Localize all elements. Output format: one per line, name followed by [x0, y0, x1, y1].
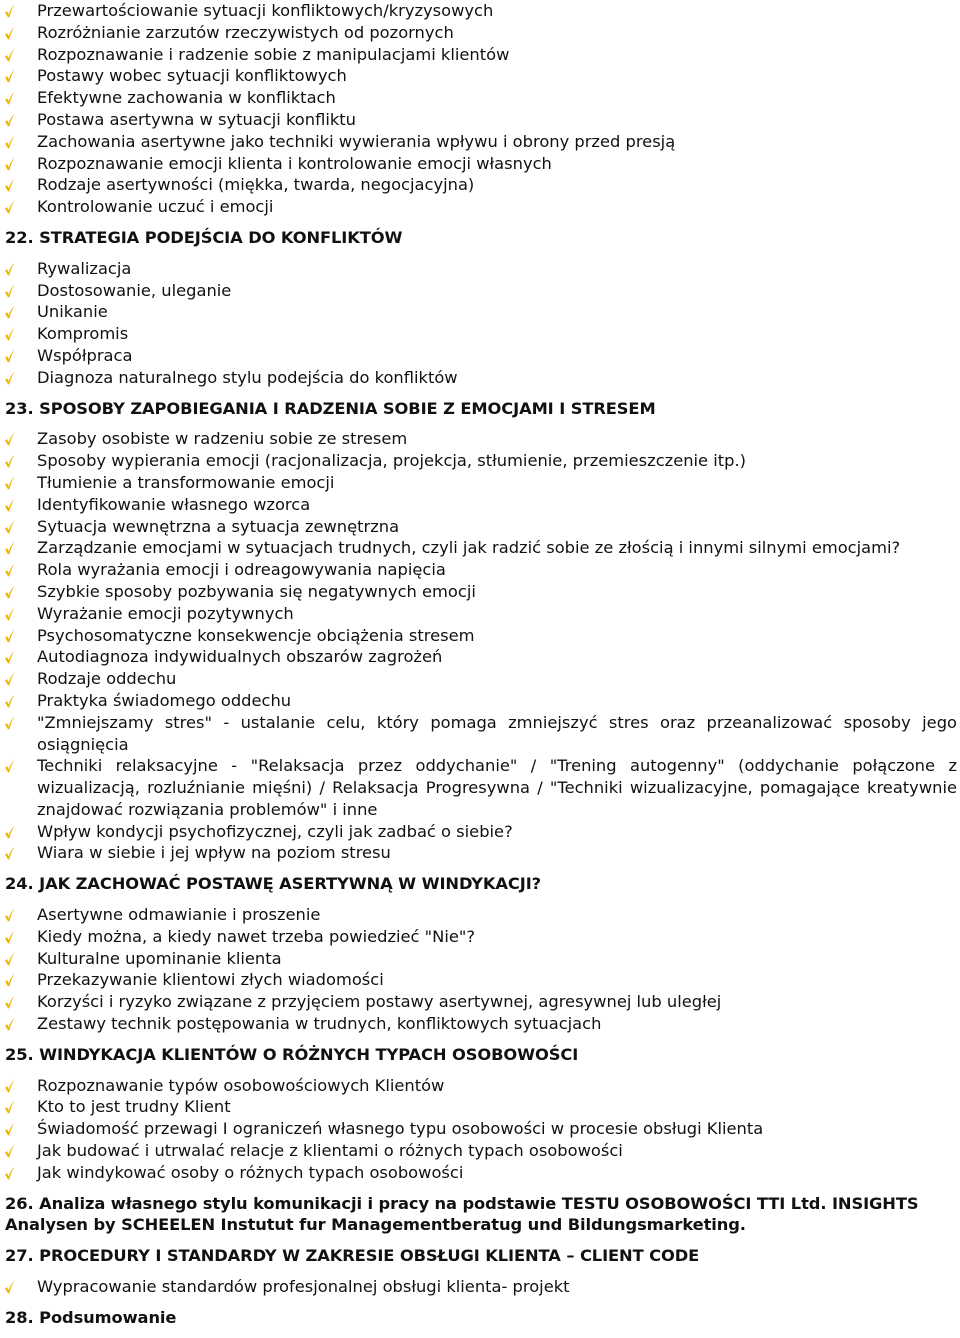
check-bullet-icon: [4, 607, 15, 621]
check-bullet-icon: [4, 498, 15, 512]
list-item: [0, 668, 960, 690]
check-bullet-icon: [4, 69, 15, 83]
section-heading: 22. STRATEGIA PODEJŚCIA DO KONFLIKTÓW: [5, 227, 403, 247]
check-bullet-icon: [4, 454, 15, 468]
section-heading: 24. JAK ZACHOWAĆ POSTAWĘ ASERTYWNĄ W WINDYKACJI?: [5, 874, 541, 894]
list-item-text: Zestawy technik postępowania w trudnych, konfliktowych sytuacjach: [37, 1014, 602, 1034]
section-heading: 26. Analiza własnego stylu komunikacji i pracy na podstawie TESTU OSOBOWOŚCI TTI Ltd. INSIGHTS Analysen by SCHEELEN Instutut fur Managementberatug und Bildungsmarketing.: [5, 1193, 919, 1235]
list-item: [0, 1096, 960, 1118]
list-item-text: Kontrolowanie uczuć i emocji: [37, 197, 274, 217]
list-item: [0, 516, 960, 538]
check-bullet-icon: [4, 476, 15, 490]
check-bullet-icon: [4, 1280, 15, 1294]
list-item-text: Szybkie sposoby pozbywania się negatywnych emocji: [37, 581, 476, 601]
list-item-text: Wypracowanie standardów profesjonalnej obsługi klienta- projekt: [37, 1277, 570, 1297]
list-item-text: Asertywne odmawianie i proszenie: [37, 905, 321, 925]
check-bullet-icon: [4, 327, 15, 341]
list-item-text: Postawy wobec sytuacji konfliktowych: [37, 66, 347, 86]
list-item-text: Unikanie: [37, 302, 108, 322]
check-bullet-icon: [4, 4, 15, 18]
list-item: [0, 131, 960, 153]
list-item-text: Rozróżnianie zarzutów rzeczywistych od pozornych: [37, 22, 454, 42]
check-bullet-icon: [4, 563, 15, 577]
check-bullet-icon: [4, 200, 15, 214]
list-item: [0, 1140, 960, 1162]
list-item-text: Identyfikowanie własnego wzorca: [37, 494, 311, 514]
list-item: [0, 969, 960, 991]
list-item: [0, 44, 960, 66]
check-bullet-icon: [4, 1122, 15, 1136]
list-item-text: Zasoby osobiste w radzeniu sobie ze stresem: [37, 429, 408, 449]
list-item-text: Psychosomatyczne konsekwencje obciążenia stresem: [37, 625, 475, 645]
check-bullet-icon: [4, 1079, 15, 1093]
section-bullet-list: [0, 904, 960, 1035]
list-item-text: Dostosowanie, uleganie: [37, 280, 232, 300]
list-item-text: Praktyka świadomego oddechu: [37, 690, 292, 710]
check-bullet-icon: [4, 262, 15, 276]
list-item-text: Efektywne zachowania w konfliktach: [37, 88, 336, 108]
check-bullet-icon: [4, 349, 15, 363]
section-heading: 27. PROCEDURY I STANDARDY W ZAKRESIE OBSŁUGI KLIENTA – CLIENT CODE: [5, 1246, 700, 1266]
check-bullet-icon: [4, 113, 15, 127]
list-item-text: Diagnoza naturalnego stylu podejścia do konfliktów: [37, 367, 458, 387]
list-item-text: Kto to jest trudny Klient: [37, 1097, 231, 1117]
section-bullet-list: [0, 1276, 960, 1298]
list-item-text: Wiara w siebie i jej wpływ na poziom stresu: [37, 843, 391, 863]
section-bullet-list: [0, 1075, 960, 1184]
list-item: [0, 450, 960, 472]
section-bullet-list: [0, 258, 960, 389]
list-item: [0, 280, 960, 302]
check-bullet-icon: [4, 585, 15, 599]
list-item-text: Współpraca: [37, 345, 133, 365]
check-bullet-icon: [4, 650, 15, 664]
section-heading: 28. Podsumowanie: [5, 1307, 177, 1327]
list-item-text: Wyrażanie emocji pozytywnych: [37, 603, 294, 623]
check-bullet-icon: [4, 1100, 15, 1114]
check-bullet-icon: [4, 1017, 15, 1031]
list-item-text: Kompromis: [37, 324, 129, 344]
list-item: [0, 0, 960, 22]
check-bullet-icon: [4, 973, 15, 987]
check-bullet-icon: [4, 305, 15, 319]
check-bullet-icon: [4, 716, 15, 730]
sections-container: [0, 227, 960, 1329]
list-item-text: Sposoby wypierania emocji (racjonalizacja, projekcja, stłumienie, przemieszczenie itp.): [37, 451, 747, 471]
list-item: [0, 109, 960, 131]
list-item: [0, 559, 960, 581]
check-bullet-icon: [4, 694, 15, 708]
check-bullet-icon: [4, 91, 15, 105]
list-item: [0, 755, 960, 820]
check-bullet-icon: [4, 1144, 15, 1158]
section-heading: 25. WINDYKACJA KLIENTÓW O RÓŻNYCH TYPACH OSOBOWOŚCI: [5, 1044, 579, 1064]
check-bullet-icon: [4, 995, 15, 1009]
list-item: [0, 174, 960, 196]
list-item: [0, 494, 960, 516]
list-item: [0, 1162, 960, 1184]
list-item: [0, 581, 960, 603]
list-item: [0, 821, 960, 843]
list-item: [0, 712, 960, 756]
list-item-text: Techniki relaksacyjne - "Relaksacja przez oddychanie" / "Trening autogenny" (oddychanie połączone z wizualizacją, rozluźnianie mięśni) / Relaksacja Progresywna / "Techniki wizualizacyjne, pomagające kreatywnie znajdować rozwiązania problemów" i inne: [37, 756, 957, 819]
list-item-text: Jak budować i utrwalać relacje z klientami o różnych typach osobowości: [37, 1141, 623, 1161]
check-bullet-icon: [4, 629, 15, 643]
list-item-text: Zarządzanie emocjami w sytuacjach trudnych, czyli jak radzić sobie ze złością i innymi silnymi emocjami?: [37, 538, 901, 558]
list-item: [0, 603, 960, 625]
check-bullet-icon: [4, 520, 15, 534]
list-item: [0, 153, 960, 175]
check-bullet-icon: [4, 178, 15, 192]
list-item: [0, 948, 960, 970]
list-item-text: Autodiagnoza indywidualnych obszarów zagrożeń: [37, 647, 443, 667]
list-item-text: Jak windykować osoby o różnych typach osobowości: [37, 1162, 464, 1182]
list-item: [0, 625, 960, 647]
list-item: [0, 1075, 960, 1097]
check-bullet-icon: [4, 284, 15, 298]
list-item-text: Przewartościowanie sytuacji konfliktowych/kryzysowych: [37, 1, 494, 20]
check-bullet-icon: [4, 157, 15, 171]
list-item: [0, 537, 960, 559]
check-bullet-icon: [4, 48, 15, 62]
list-item-text: Wpływ kondycji psychofizycznej, czyli jak zadbać o siebie?: [37, 821, 513, 841]
list-item-text: Rodzaje oddechu: [37, 669, 177, 689]
list-item: [0, 87, 960, 109]
list-item-text: Przekazywanie klientowi złych wiadomości: [37, 970, 384, 990]
check-bullet-icon: [4, 908, 15, 922]
list-item: [0, 1013, 960, 1035]
list-item-text: Rodzaje asertywności (miękka, twarda, negocjacyjna): [37, 175, 475, 195]
list-item-text: Świadomość przewagi I ograniczeń własnego typu osobowości w procesie obsługi Klienta: [37, 1119, 764, 1139]
list-item-text: "Zmniejszamy stres" - ustalanie celu, który pomaga zmniejszyć stres oraz przeanalizować sposoby jego osiągnięcia: [37, 712, 957, 754]
list-item-text: Rola wyrażania emocji i odreagowywania napięcia: [37, 560, 446, 580]
check-bullet-icon: [4, 432, 15, 446]
list-item: [0, 65, 960, 87]
list-item: [0, 904, 960, 926]
list-item: [0, 258, 960, 280]
list-item-text: Rozpoznawanie emocji klienta i kontrolowanie emocji własnych: [37, 153, 552, 173]
list-item: [0, 323, 960, 345]
list-item-text: Tłumienie a transformowanie emocji: [37, 472, 335, 492]
list-item: [0, 1276, 960, 1298]
list-item: [0, 842, 960, 864]
list-item-text: Korzyści i ryzyko związane z przyjęciem postawy asertywnej, agresywnej lub uległej: [37, 992, 722, 1012]
list-item: [0, 926, 960, 948]
check-bullet-icon: [4, 26, 15, 40]
check-bullet-icon: [4, 672, 15, 686]
list-item-text: Kulturalne upominanie klienta: [37, 948, 282, 968]
check-bullet-icon: [4, 759, 15, 773]
list-item: [0, 1118, 960, 1140]
check-bullet-icon: [4, 846, 15, 860]
list-item: [0, 428, 960, 450]
list-item: [0, 301, 960, 323]
list-item: [0, 22, 960, 44]
section-heading: 23. SPOSOBY ZAPOBIEGANIA I RADZENIA SOBIE Z EMOCJAMI I STRESEM: [5, 398, 656, 418]
check-bullet-icon: [4, 930, 15, 944]
list-item-text: Kiedy można, a kiedy nawet trzeba powiedzieć "Nie"?: [37, 926, 475, 946]
list-item-text: Rozpoznawanie i radzenie sobie z manipulacjami klientów: [37, 44, 510, 64]
list-item-text: Rywalizacja: [37, 258, 132, 278]
list-item: [0, 345, 960, 367]
section-bullet-list: [0, 428, 960, 864]
list-item-text: Postawa asertywna w sytuacji konfliktu: [37, 109, 356, 129]
list-item: [0, 367, 960, 389]
list-item: [0, 991, 960, 1013]
check-bullet-icon: [4, 1166, 15, 1180]
list-item: [0, 472, 960, 494]
check-bullet-icon: [4, 825, 15, 839]
check-bullet-icon: [4, 541, 15, 555]
check-bullet-icon: [4, 371, 15, 385]
check-bullet-icon: [4, 952, 15, 966]
list-item-text: Rozpoznawanie typów osobowościowych Klientów: [37, 1075, 445, 1095]
list-item: [0, 196, 960, 218]
list-item-text: Sytuacja wewnętrzna a sytuacja zewnętrzna: [37, 516, 400, 536]
check-bullet-icon: [4, 135, 15, 149]
list-item: [0, 646, 960, 668]
intro-bullet-list: [0, 0, 960, 218]
list-item: [0, 690, 960, 712]
list-item-text: Zachowania asertywne jako techniki wywierania wpływu i obrony przed presją: [37, 131, 676, 151]
